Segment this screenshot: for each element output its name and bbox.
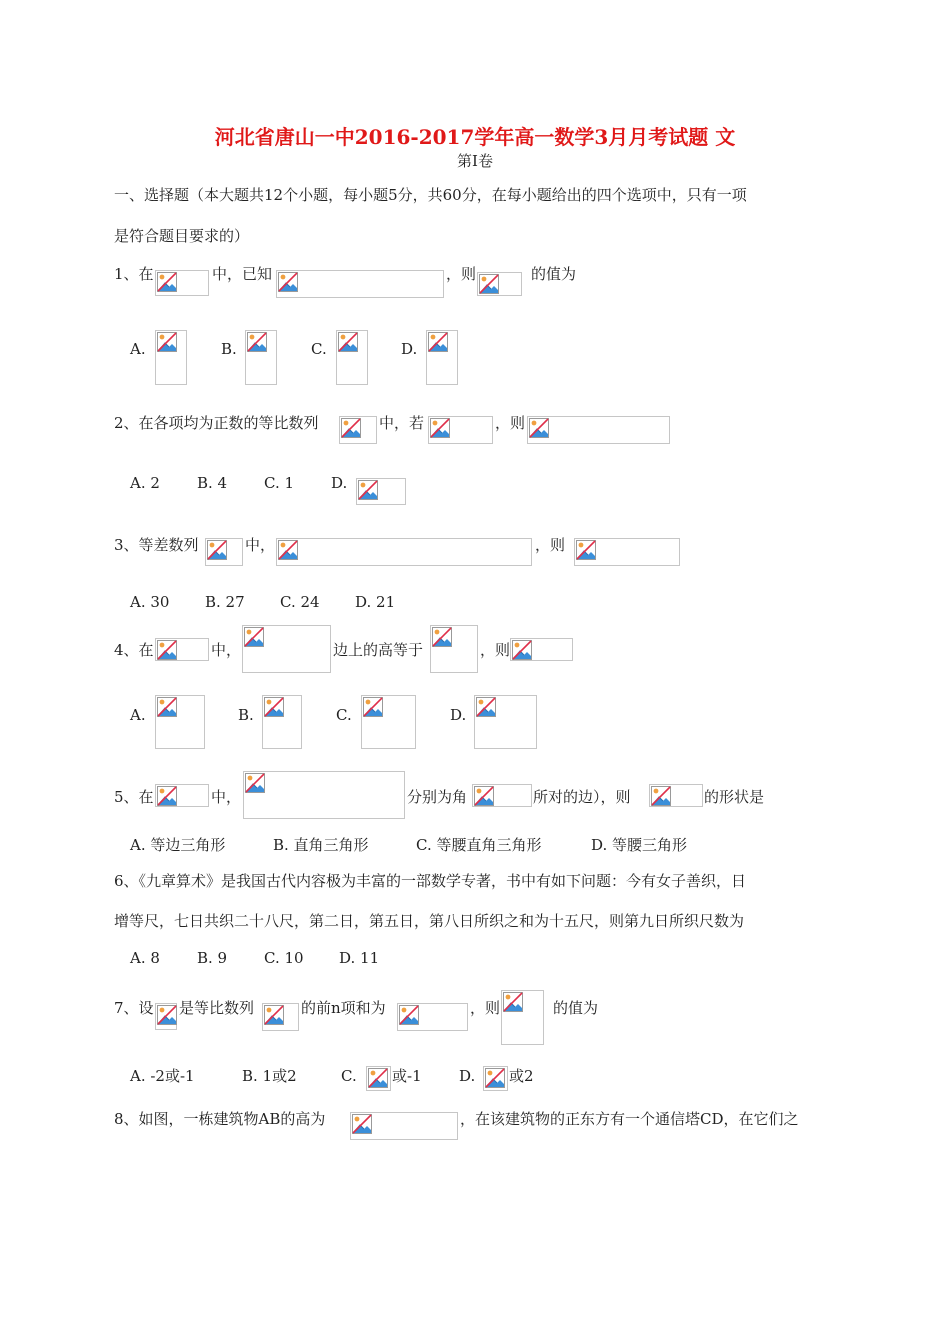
q3-text-1: 中，: [245, 536, 276, 554]
broken-image-icon: [336, 330, 368, 385]
q3-text-2: ，则: [535, 536, 566, 554]
broken-image-icon: [366, 1066, 391, 1091]
section-intro-line1: 一、选择题（本大题共12个小题，每小题5分，共60分，在每小题给出的四个选项中，只有一项: [114, 186, 747, 204]
q5-text-3: 所对的边），则: [533, 788, 631, 806]
broken-image-icon: [501, 990, 544, 1045]
q1-option-c: C.: [311, 340, 327, 358]
q1-text-2: ，则: [446, 265, 477, 283]
broken-image-icon: [483, 1066, 508, 1091]
broken-image-icon: [527, 416, 670, 444]
q1-text-1: 中，已知: [212, 265, 273, 283]
q4-text-1: 中，: [211, 641, 242, 659]
q5-option-a: A. 等边三角形: [130, 836, 226, 854]
broken-image-icon: [426, 330, 458, 385]
part-heading: 第Ⅰ卷: [457, 152, 493, 170]
broken-image-icon: [356, 478, 406, 505]
broken-image-icon: [262, 695, 302, 749]
q7-option-a: A. -2或-1: [130, 1067, 195, 1085]
broken-image-icon: [276, 538, 532, 566]
q6-option-c: C. 10: [264, 949, 304, 967]
q5-text-1: 中，: [211, 788, 242, 806]
q5-option-b: B. 直角三角形: [273, 836, 369, 854]
q3-option-d: D. 21: [355, 593, 396, 611]
broken-image-icon: [474, 695, 537, 749]
broken-image-icon: [574, 538, 680, 566]
broken-image-icon: [262, 1003, 299, 1031]
q3-option-a: A. 30: [130, 593, 170, 611]
q6-option-d: D. 11: [339, 949, 380, 967]
broken-image-icon: [397, 1003, 468, 1031]
q2-number: 2、在各项均为正数的等比数列: [114, 414, 319, 432]
broken-image-icon: [361, 695, 416, 749]
broken-image-icon: [472, 784, 532, 807]
q4-option-a: A.: [130, 706, 146, 724]
broken-image-icon: [430, 625, 478, 673]
q5-option-c: C. 等腰直角三角形: [416, 836, 542, 854]
broken-image-icon: [242, 625, 331, 673]
broken-image-icon: [339, 416, 377, 444]
q7-text-1: 是等比数列: [179, 999, 255, 1017]
broken-image-icon: [350, 1112, 458, 1140]
q7-option-b: B. 1或2: [242, 1067, 297, 1085]
section-intro-line2: 是符合题目要求的）: [114, 227, 250, 245]
q5-text-2: 分别为角: [407, 788, 468, 806]
q7-text-4: 的值为: [553, 999, 599, 1017]
broken-image-icon: [155, 330, 187, 385]
q6-option-a: A. 8: [130, 949, 160, 967]
broken-image-icon: [245, 330, 277, 385]
q1-option-d: D.: [401, 340, 418, 358]
q1-number: 1、在: [114, 265, 154, 283]
q2-option-c: C. 1: [264, 474, 295, 492]
q2-option-d: D.: [331, 474, 348, 492]
q3-option-c: C. 24: [280, 593, 320, 611]
q5-text-4: 的形状是: [704, 788, 765, 806]
broken-image-icon: [155, 270, 209, 296]
q6-option-b: B. 9: [197, 949, 228, 967]
q5-number: 5、在: [114, 788, 154, 806]
q6-line1: 6、《九章算术》是我国古代内容极为丰富的一部数学专著，书中有如下问题：今有女子善织，日: [114, 872, 747, 890]
q8-number: 8、如图，一栋建筑物AB的高为: [114, 1110, 326, 1128]
q1-option-b: B.: [221, 340, 237, 358]
q2-text-2: ，则: [495, 414, 526, 432]
q6-line2: 增等尺，七日共织二十八尺，第二日，第五日，第八日所织之和为十五尺，则第九日所织尺数为: [114, 912, 745, 930]
q2-option-a: A. 2: [130, 474, 160, 492]
q4-option-c: C.: [336, 706, 352, 724]
q4-number: 4、在: [114, 641, 154, 659]
q3-number: 3、等差数列: [114, 536, 199, 554]
q7-text-3: ，则: [470, 999, 501, 1017]
q7-option-c-text: 或-1: [392, 1067, 422, 1085]
q1-option-a: A.: [130, 340, 146, 358]
q1-text-3: 的值为: [531, 265, 577, 283]
broken-image-icon: [205, 538, 243, 566]
q5-option-d: D. 等腰三角形: [591, 836, 688, 854]
broken-image-icon: [428, 416, 493, 444]
q7-option-d-text: 或2: [509, 1067, 534, 1085]
page-title: 河北省唐山一中2016-2017学年高一数学3月月考试题 文: [214, 125, 736, 149]
broken-image-icon: [155, 1003, 177, 1030]
broken-image-icon: [155, 695, 205, 749]
broken-image-icon: [276, 270, 444, 298]
q7-option-c: C.: [341, 1067, 357, 1085]
q8-text-1: ，在该建筑物的正东方有一个通信塔CD，在它们之: [460, 1110, 799, 1128]
broken-image-icon: [477, 272, 522, 296]
q4-option-b: B.: [238, 706, 254, 724]
broken-image-icon: [649, 784, 703, 807]
q7-number: 7、设: [114, 999, 154, 1017]
broken-image-icon: [243, 771, 405, 819]
broken-image-icon: [155, 638, 209, 661]
q4-text-2: 边上的高等于: [333, 641, 424, 659]
broken-image-icon: [510, 638, 573, 661]
q4-option-d: D.: [450, 706, 467, 724]
q3-option-b: B. 27: [205, 593, 245, 611]
q2-option-b: B. 4: [197, 474, 228, 492]
q7-option-d: D.: [459, 1067, 476, 1085]
broken-image-icon: [155, 784, 209, 807]
q2-text-1: 中，若: [379, 414, 425, 432]
q7-text-2: 的前n项和为: [301, 999, 386, 1017]
q4-text-3: ，则: [480, 641, 511, 659]
